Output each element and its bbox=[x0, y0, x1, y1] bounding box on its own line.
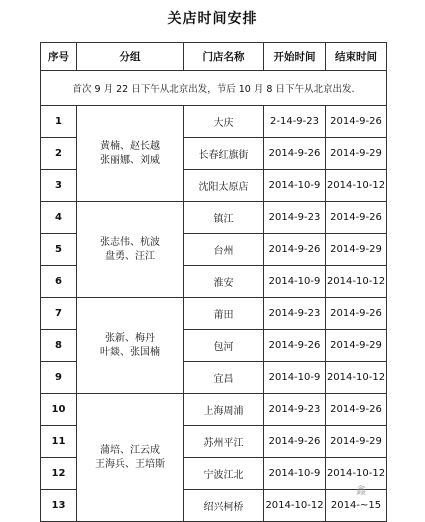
row-index: 6 bbox=[41, 266, 77, 298]
start-date: 2014-9-23 bbox=[264, 202, 326, 234]
store-name: 沈阳太原店 bbox=[184, 170, 264, 202]
end-date: 2014-10-12 bbox=[326, 266, 387, 298]
group-members: 张新、梅丹 叶燚、张国楠 bbox=[77, 298, 184, 394]
end-date: 2014-10-12 bbox=[326, 362, 387, 394]
group-members: 张志伟、杭波 盘勇、汪江 bbox=[77, 202, 184, 298]
row-index: 8 bbox=[41, 330, 77, 362]
schedule-table bbox=[40, 42, 387, 522]
store-name: 镇江 bbox=[184, 202, 264, 234]
store-name: 绍兴柯桥 bbox=[184, 490, 264, 522]
row-index: 2 bbox=[41, 138, 77, 170]
row-index: 10 bbox=[41, 394, 77, 426]
row-index: 4 bbox=[41, 202, 77, 234]
note-row bbox=[41, 71, 387, 106]
start-date: 2014-10-9 bbox=[264, 170, 326, 202]
store-name: 宁波江北 bbox=[184, 458, 264, 490]
header-start: 开始时间 bbox=[264, 43, 326, 71]
group-members: 黄楠、赵长越 张丽娜、刘威 bbox=[77, 106, 184, 202]
header-end: 结束时间 bbox=[326, 43, 387, 71]
watermark: 鑫 bbox=[356, 486, 366, 497]
start-date: 2014-9-26 bbox=[264, 330, 326, 362]
end-date: 2014-10-12 bbox=[326, 458, 387, 490]
table-row bbox=[41, 106, 387, 138]
departure-note: 首次 9 月 22 日下午从北京出发，节后 10 月 8 日下午从北京出发. bbox=[41, 71, 387, 106]
start-date: 2014-10-9 bbox=[264, 266, 326, 298]
row-index: 7 bbox=[41, 298, 77, 330]
end-date: 2014-9-29 bbox=[326, 138, 387, 170]
end-date: 2014-9-29 bbox=[326, 234, 387, 266]
header-row bbox=[41, 43, 387, 71]
end-date: 2014-9-26 bbox=[326, 106, 387, 138]
store-name: 包河 bbox=[184, 330, 264, 362]
table-row bbox=[41, 394, 387, 426]
group-members: 蒲培、江云成 王海兵、王培斯 bbox=[77, 394, 184, 522]
store-name: 上海周浦 bbox=[184, 394, 264, 426]
row-index: 12 bbox=[41, 458, 77, 490]
start-date: 2014-10-12 bbox=[264, 490, 326, 522]
header-group: 分组 bbox=[77, 43, 184, 71]
store-name: 大庆 bbox=[184, 106, 264, 138]
end-date: 2014-9-26 bbox=[326, 394, 387, 426]
row-index: 1 bbox=[41, 106, 77, 138]
start-date: 2014-10-9 bbox=[264, 362, 326, 394]
store-name: 宜昌 bbox=[184, 362, 264, 394]
row-index: 11 bbox=[41, 426, 77, 458]
start-date: 2014-9-26 bbox=[264, 234, 326, 266]
end-date: 2014-9-29 bbox=[326, 330, 387, 362]
end-date: 2014-10-12 bbox=[326, 170, 387, 202]
start-date: 2014-9-23 bbox=[264, 394, 326, 426]
row-index: 3 bbox=[41, 170, 77, 202]
start-date: 2014-9-23 bbox=[264, 298, 326, 330]
row-index: 13 bbox=[41, 490, 77, 522]
table-row bbox=[41, 298, 387, 330]
start-date: 2-14-9-23 bbox=[264, 106, 326, 138]
table-row bbox=[41, 202, 387, 234]
end-date: 2014-9-26 bbox=[326, 298, 387, 330]
store-name: 台州 bbox=[184, 234, 264, 266]
end-date: 2014-9-26 bbox=[326, 202, 387, 234]
row-index: 9 bbox=[41, 362, 77, 394]
document-title: 关店时间安排 bbox=[167, 11, 258, 27]
header-store: 门店名称 bbox=[184, 43, 264, 71]
store-name: 长春红旗街 bbox=[184, 138, 264, 170]
start-date: 2014-10-9 bbox=[264, 458, 326, 490]
store-name: 淮安 bbox=[184, 266, 264, 298]
start-date: 2014-9-26 bbox=[264, 138, 326, 170]
row-index: 5 bbox=[41, 234, 77, 266]
store-name: 莆田 bbox=[184, 298, 264, 330]
store-name: 苏州平江 bbox=[184, 426, 264, 458]
end-date: 2014-9-29 bbox=[326, 426, 387, 458]
header-index: 序号 bbox=[41, 43, 77, 71]
start-date: 2014-9-26 bbox=[264, 426, 326, 458]
end-date: 2014-~15 bbox=[326, 490, 387, 522]
